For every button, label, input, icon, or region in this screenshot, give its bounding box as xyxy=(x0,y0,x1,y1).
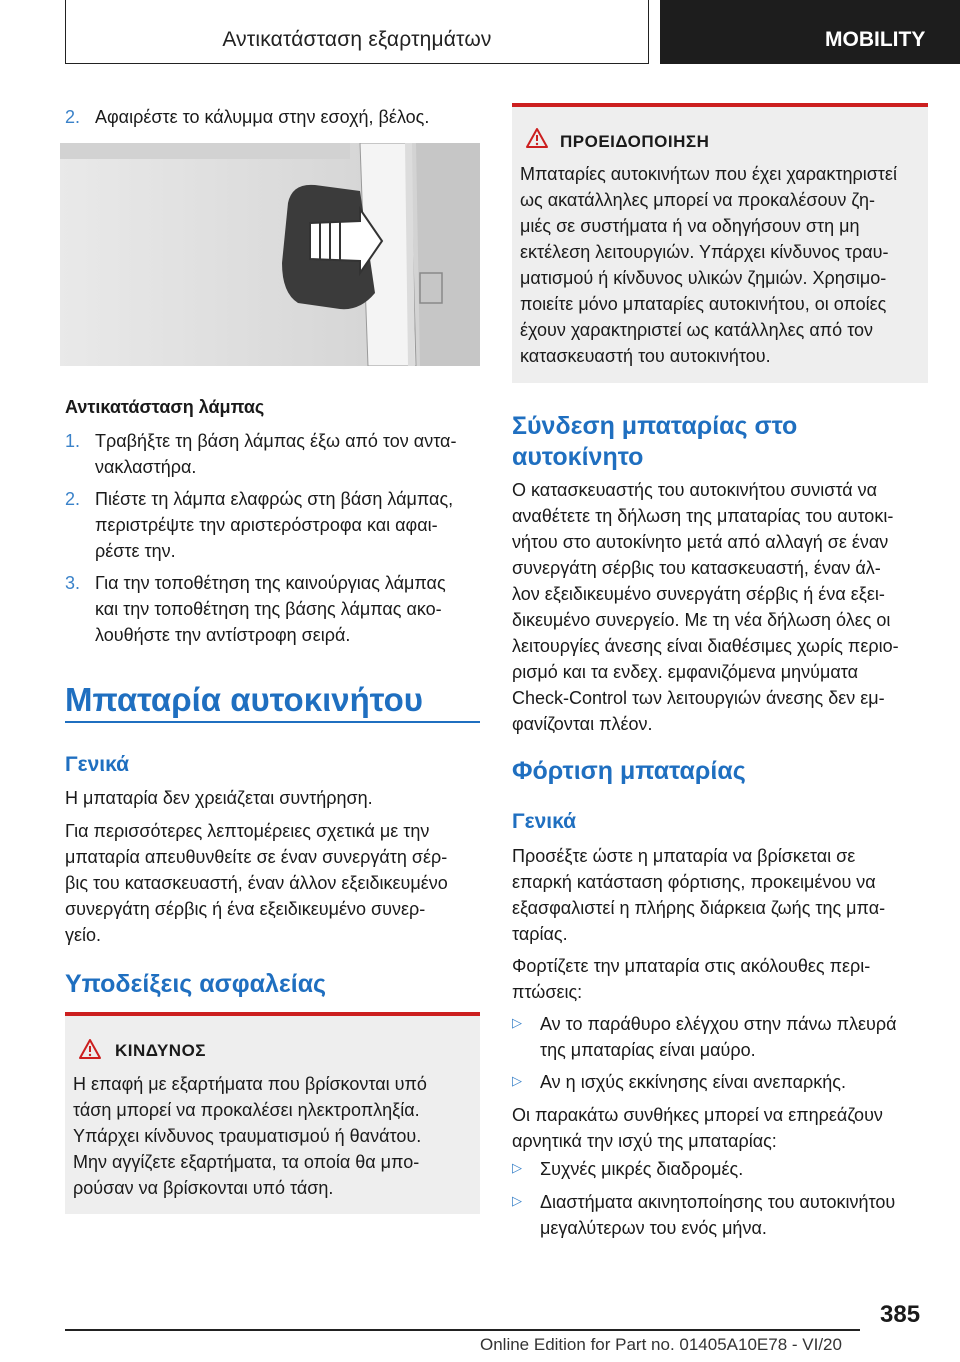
paragraph-line: ταρίας. xyxy=(512,924,568,944)
paragraph-line: αναθέτετε τη δήλωση της μπαταρίας του αυτοκι- xyxy=(512,506,894,526)
section-rule xyxy=(65,721,480,723)
warning-title: ΠΡΟΕΙΔΟΠΟΙΗΣΗ xyxy=(560,132,710,151)
bullet-triangle-icon: ▷ xyxy=(512,1193,522,1208)
danger-line: τάση μπορεί να προκαλέσει ηλεκτροπληξία. xyxy=(73,1100,420,1120)
chapter-tab[interactable]: MOBILITY xyxy=(660,0,960,64)
paragraph-line: Φορτίζετε την μπαταρία στις ακόλουθες περι- xyxy=(512,956,871,976)
warning-line: ματισμού ή κίνδυνος υλικών ζημιών. Χρησιμο- xyxy=(520,268,887,288)
connect-heading: Σύνδεση μπαταρίας στο xyxy=(512,412,798,440)
footer-edition: Online Edition for Part no. 01405A10E78 - VI/20 xyxy=(480,1335,842,1354)
paragraph-line: εξασφαλιστεί η πλήρης διάρκεια ζωής της μπα- xyxy=(512,898,886,918)
safety-heading: Υποδείξεις ασφαλείας xyxy=(65,970,327,998)
section-title: Μπαταρία αυτοκινήτου xyxy=(65,681,423,718)
paragraph-line: Οι παρακάτω συνθήκες μπορεί να επηρεάζουν xyxy=(512,1105,883,1125)
paragraph-line: Check-Control των λειτουργιών άνεσης δεν εμ- xyxy=(512,688,885,708)
paragraph-line: νήτου στο αυτοκίνητο μετά από αλλαγή σε έναν xyxy=(512,532,889,552)
paragraph-line: ρισμό και τα ενδεχ. εμφανιζόμενα μηνύματα xyxy=(512,662,858,682)
bullet-triangle-icon: ▷ xyxy=(512,1160,522,1175)
bullet-text: μεγαλύτερων του ενός μήνα. xyxy=(540,1218,767,1238)
paragraph-line: λειτουργίες άνεσης είναι διαθέσιμες χωρίς περιο- xyxy=(512,636,899,656)
warning-triangle-icon xyxy=(78,1038,102,1060)
step-text-line: Τραβήξτε τη βάση λάμπας έξω από τον αντα- xyxy=(95,431,457,451)
step-number: 2. xyxy=(65,489,81,509)
step-text-line: νακλαστήρα. xyxy=(95,457,197,477)
lamp-cover-illustration xyxy=(60,143,480,366)
charge-heading: Φόρτιση μπαταρίας xyxy=(512,757,746,785)
warning-line: Μπαταρίες αυτοκινήτων που έχει χαρακτηριστεί xyxy=(520,164,897,184)
warning-line: εκτέλεση λειτουργιών. Υπάρχει κίνδυνος τραυ- xyxy=(520,242,889,262)
warning-triangle-icon xyxy=(525,127,549,149)
lamp-heading: Αντικατάσταση λάμπας xyxy=(65,397,265,417)
step-text-line: και την τοποθέτηση της βάσης λάμπας ακο- xyxy=(95,599,442,619)
paragraph-line: Προσέξτε ώστε η μπαταρία να βρίσκεται σε xyxy=(512,846,856,866)
paragraph-line: Η μπαταρία δεν χρειάζεται συντήρηση. xyxy=(65,788,373,808)
footer-rule xyxy=(65,1329,860,1331)
danger-title: ΚΙΝΔΥΝΟΣ xyxy=(115,1041,206,1060)
bullet-text: Αν το παράθυρο ελέγχου στην πάνω πλευρά xyxy=(540,1014,897,1034)
danger-line: ρούσαν να βρίσκονται υπό τάση. xyxy=(73,1178,334,1198)
page-number: 385 xyxy=(880,1301,921,1328)
danger-line: Η επαφή με εξαρτήματα που βρίσκονται υπό xyxy=(73,1074,427,1094)
bullet-triangle-icon: ▷ xyxy=(512,1073,522,1088)
bullet-text: της μπαταρίας είναι μαύρο. xyxy=(540,1040,756,1060)
warning-line: έχουν χαρακτηριστεί ως κατάλληλες από τον xyxy=(520,320,874,340)
bullet-text: Διαστήματα ακινητοποίησης του αυτοκινήτου xyxy=(540,1192,896,1212)
paragraph-line: συνεργάτη σέρβις ή ένα εξειδικευμένο συνερ- xyxy=(65,899,426,919)
step-number: 2. xyxy=(65,107,81,127)
step-number: 1. xyxy=(65,431,81,451)
general-heading: Γενικά xyxy=(65,753,130,776)
warning-line: ποιείτε μόνο μπαταρίες αυτοκινήτου, οι οποίες xyxy=(520,294,887,314)
header-title: Αντικατάσταση εξαρτημάτων xyxy=(222,28,492,51)
danger-line: Μην αγγίζετε εξαρτήματα, τα οποία θα μπο- xyxy=(73,1152,420,1172)
bullet-triangle-icon: ▷ xyxy=(512,1015,522,1030)
warning-line: μιές σε συστήματα ή να οδηγήσουν στη μη xyxy=(520,216,860,236)
charge-general-heading: Γενικά xyxy=(512,810,577,833)
bullet-text: Συχνές μικρές διαδρομές. xyxy=(540,1159,744,1179)
paragraph-line: λον εξειδικευμένο συνεργάτη σέρβις ή ένα εξει- xyxy=(512,584,885,604)
paragraph-line: μπαταρία απευθυνθείτε σε έναν συνεργάτη σέρ- xyxy=(65,847,448,867)
step-text-line: λουθήστε την αντίστροφη σειρά. xyxy=(95,625,351,645)
paragraph-line: γείο. xyxy=(65,925,102,945)
step-text-line: Πιέστε τη λάμπα ελαφρώς στη βάση λάμπας, xyxy=(95,489,454,509)
paragraph-line: φανίζονται πλέον. xyxy=(512,714,653,734)
bullet-text: Αν η ισχύς εκκίνησης είναι ανεπαρκής. xyxy=(540,1072,846,1092)
paragraph-line: Για περισσότερες λεπτομέρειες σχετικά με την xyxy=(65,821,430,841)
step-text-line: ρέστε την. xyxy=(95,541,176,561)
paragraph-line: βις του κατασκευαστή, έναν άλλον εξειδικευμένο xyxy=(65,873,448,893)
connect-heading: αυτοκίνητο xyxy=(512,443,644,471)
warning-line: ως ακατάλληλες μπορεί να προκαλέσουν ζη- xyxy=(520,190,875,210)
danger-line: Υπάρχει κίνδυνος τραυματισμού ή θανάτου. xyxy=(73,1126,422,1146)
step-text-line: Για την τοποθέτηση της καινούργιας λάμπας xyxy=(95,573,446,593)
paragraph-line: επαρκή κατάσταση φόρτισης, προκειμένου να xyxy=(512,872,876,892)
warning-line: κατασκευαστή του αυτοκινήτου. xyxy=(520,346,771,366)
paragraph-line: αρνητικά την ισχύ της μπαταρίας: xyxy=(512,1131,777,1151)
paragraph-line: συνεργάτη σέρβις του κατασκευαστή, έναν άλ- xyxy=(512,558,881,578)
step-text-line: περιστρέψτε την αριστερόστροφα και αφαι- xyxy=(95,515,438,535)
paragraph-line: δικευμένο συνεργείο. Με τη νέα δήλωση όλες οι xyxy=(512,610,891,630)
step-text: Αφαιρέστε το κάλυμμα στην εσοχή, βέλος. xyxy=(95,107,430,127)
paragraph-line: Ο κατασκευαστής του αυτοκινήτου συνιστά να xyxy=(512,480,878,500)
step-number: 3. xyxy=(65,573,81,593)
paragraph-line: πτώσεις: xyxy=(512,982,583,1002)
